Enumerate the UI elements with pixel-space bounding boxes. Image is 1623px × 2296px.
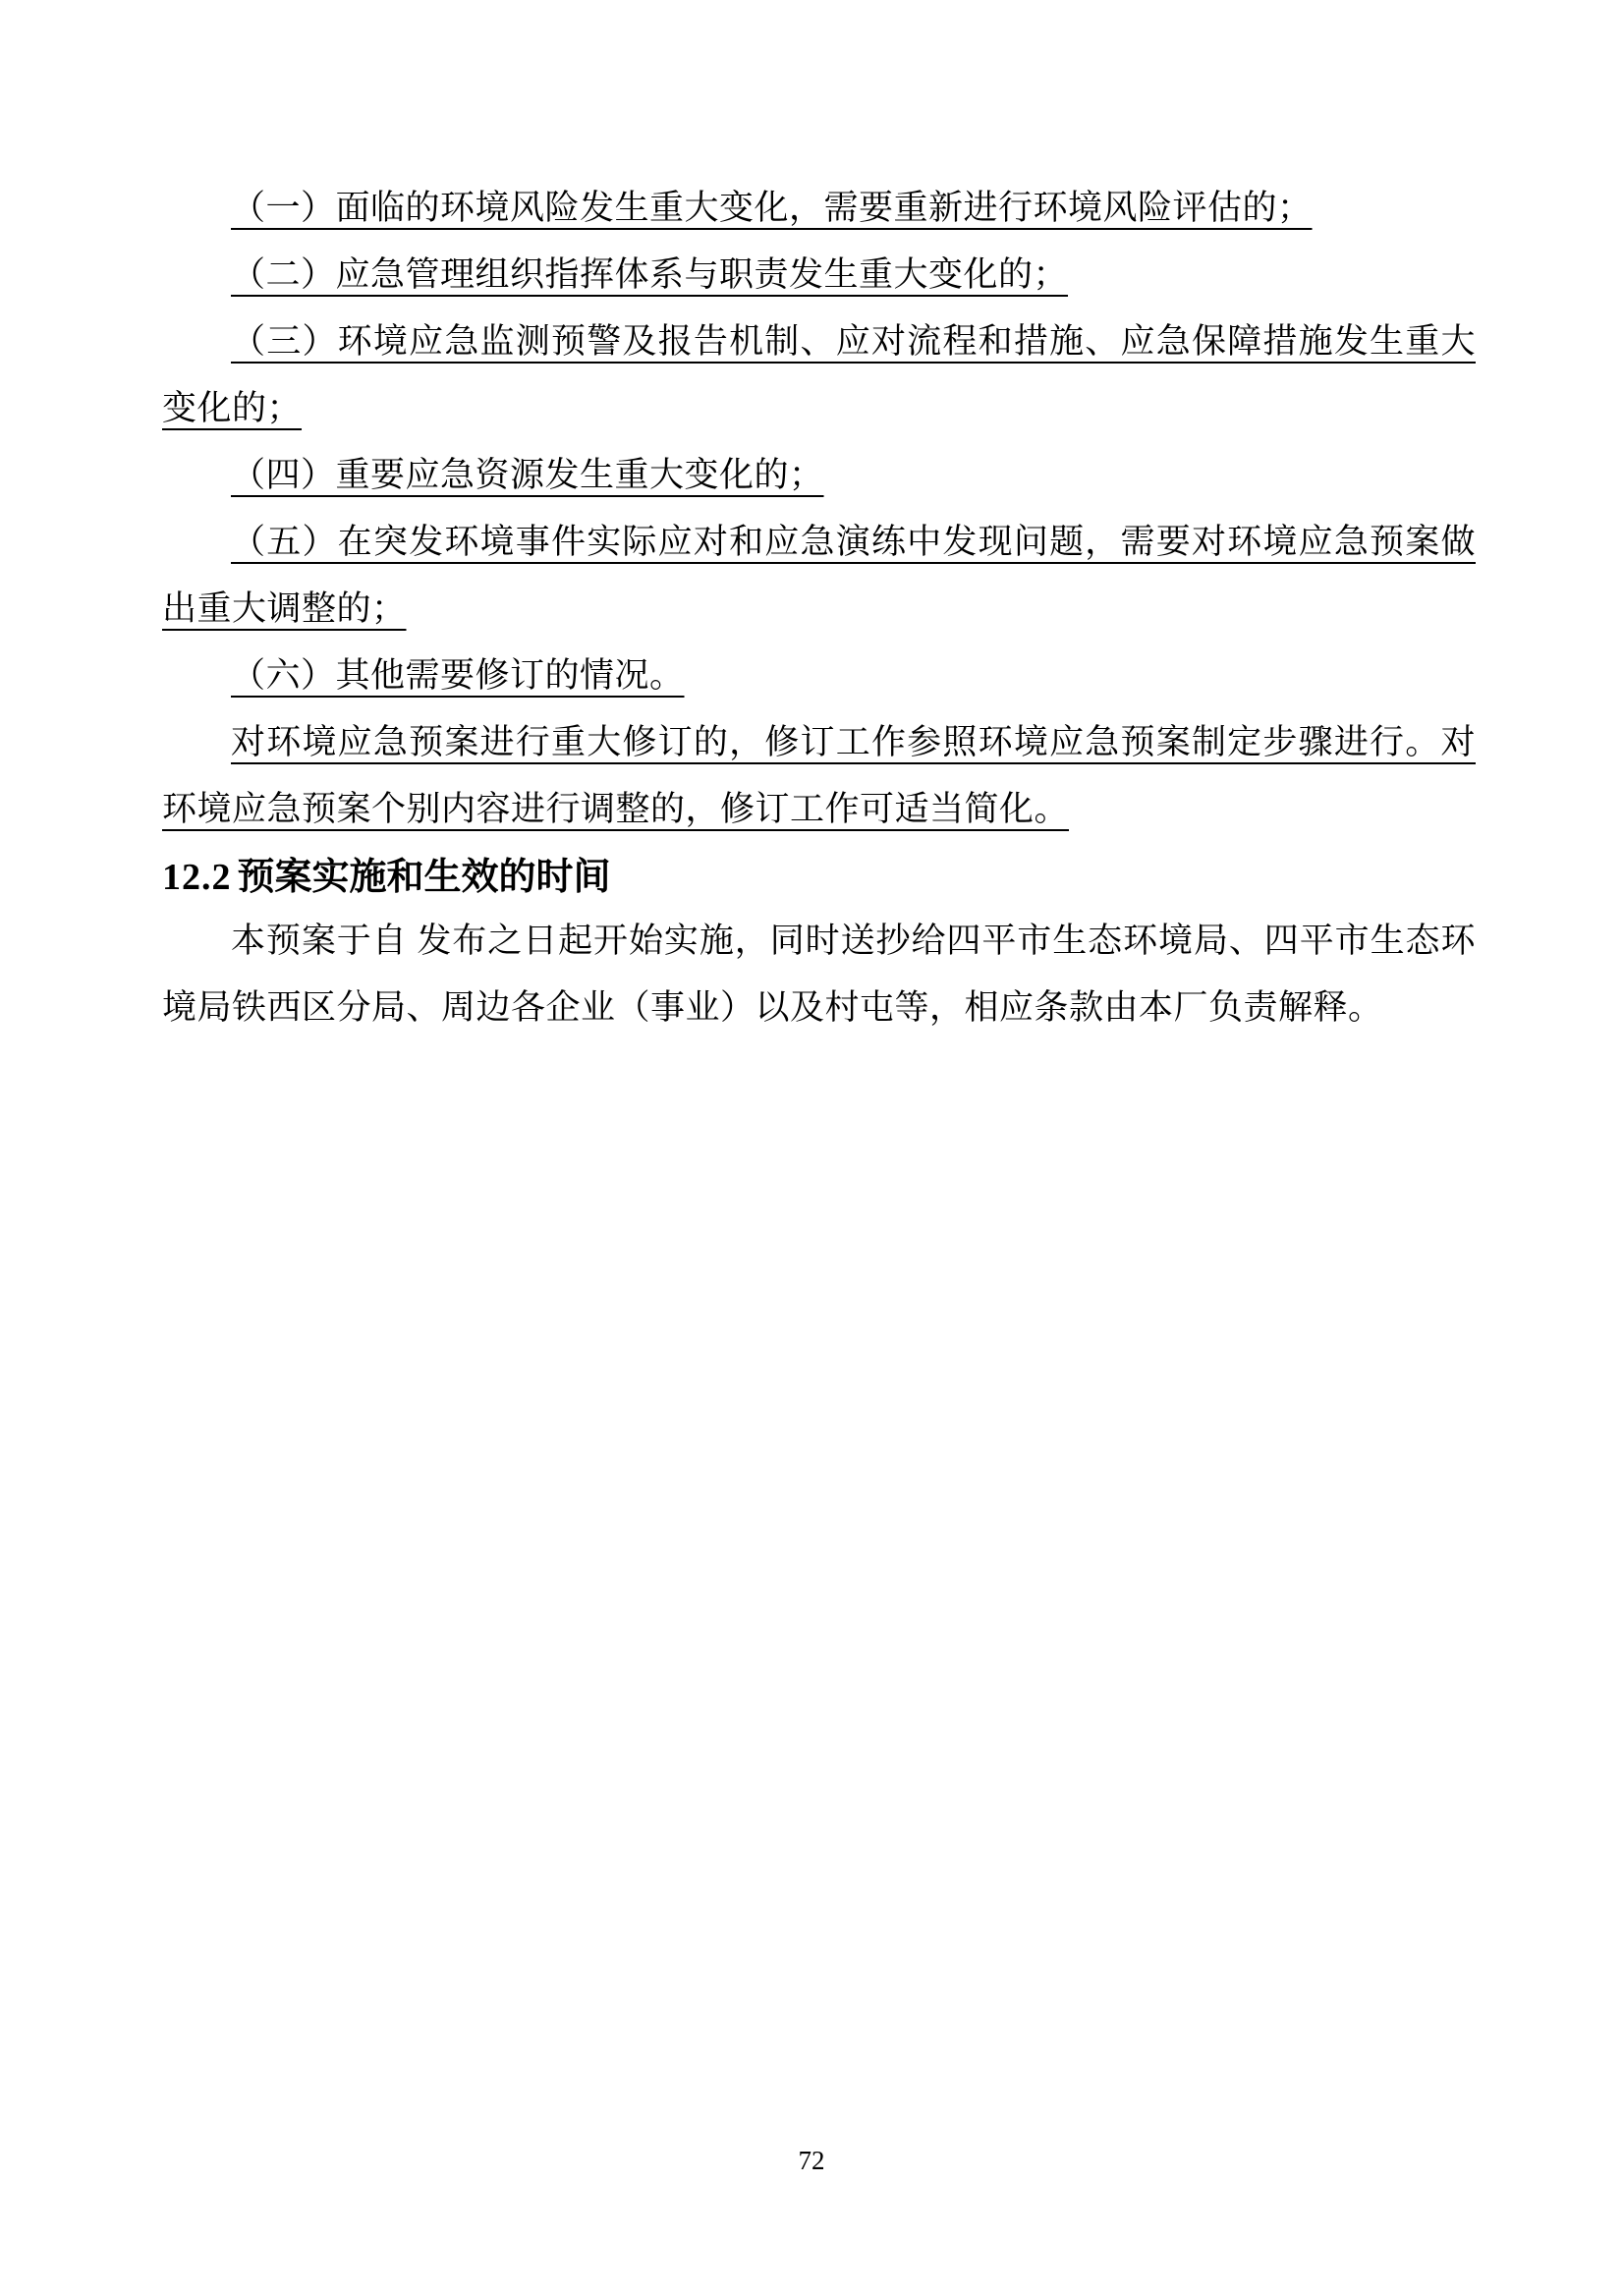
heading-number: 12.2 xyxy=(162,857,232,898)
paragraph-text: （一）面临的环境风险发生重大变化，需要重新进行环境风险评估的； xyxy=(231,189,1313,227)
paragraph xyxy=(162,442,1476,509)
paragraph xyxy=(162,308,1476,442)
paragraph-text: 对环境应急预案进行重大修订的，修订工作参照环境应急预案制定步骤进行。对环境应急预案个别内容进行调整的，修订工作可适当简化。 xyxy=(162,723,1476,828)
paragraph xyxy=(162,643,1476,709)
paragraph xyxy=(162,908,1476,1041)
paragraph xyxy=(162,175,1476,242)
paragraph-text: （六）其他需要修订的情况。 xyxy=(231,656,685,695)
page-number: 72 xyxy=(798,2146,825,2175)
paragraph-text: 本预案于自 发布之日起开始实施，同时送抄给四平市生态环境局、四平市生态环境局铁西区分局、周边各企业（事业）以及村屯等，相应条款由本厂负责解释。 xyxy=(162,922,1476,1027)
paragraph-text: （三）环境应急监测预警及报告机制、应对流程和措施、应急保障措施发生重大变化的； xyxy=(162,322,1476,427)
paragraph-text: （二）应急管理组织指挥体系与职责发生重大变化的； xyxy=(231,255,1069,294)
paragraph xyxy=(162,709,1476,843)
section-heading xyxy=(162,847,1476,908)
paragraph-text: （五）在突发环境事件实际应对和应急演练中发现问题，需要对环境应急预案做出重大调整的； xyxy=(162,523,1476,628)
paragraph xyxy=(162,509,1476,643)
paragraph-text: （四）重要应急资源发生重大变化的； xyxy=(231,456,824,494)
heading-text: 预案实施和生效的时间 xyxy=(237,857,611,898)
document-body xyxy=(0,0,1623,1041)
paragraph xyxy=(162,242,1476,308)
